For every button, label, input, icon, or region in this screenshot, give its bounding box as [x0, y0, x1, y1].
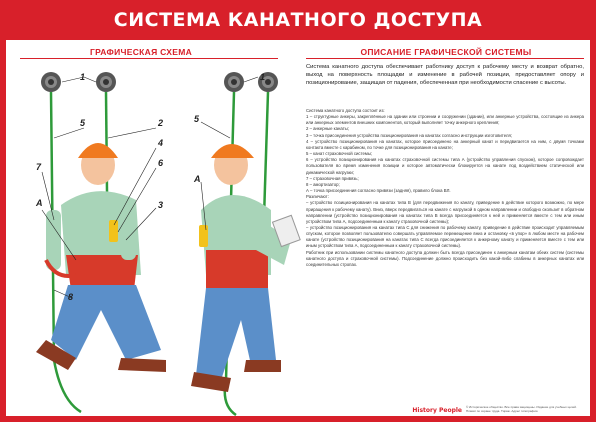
label-8a: 8 — [68, 292, 74, 302]
left-divider — [20, 58, 278, 59]
page-title: СИСТЕМА КАНАТНОГО ДОСТУПА — [113, 9, 483, 31]
anchor-left-icon — [41, 72, 61, 92]
label-5b: 5 — [194, 114, 200, 124]
intro-paragraph: Система канатного доступа обеспечивает работнику доступ к рабочему месту и возврат обратно, выход на поверхность площадки и изменение в рабочей позиции, предоставляет опору и позиционирование, защищая от падения, обеспеченная при необходимости спасение с высоты. — [306, 64, 584, 86]
body-line: 7 – страховочная привязь; — [306, 175, 359, 181]
body-line: Система канатного доступа состоит из: — [306, 108, 385, 113]
right-divider — [306, 58, 584, 59]
body-line: 1 – структурные анкеры, закреплённые на здании или строении и сооружении (здании), или анкерные устройства, состоящие из анкера или анкерных элементов внешних компонентов, который выполняет точку анкерного крепления; — [306, 114, 584, 126]
body-line: 2 – анкерные канаты; — [306, 126, 349, 132]
body-line: А – точка присоединения согласно привязи (задняя), правило блока ВЛ. — [306, 188, 451, 194]
label-3a: 3 — [158, 200, 164, 210]
description-heading: ОПИСАНИЕ ГРАФИЧЕСКОЙ СИСТЕМЫ — [360, 47, 532, 57]
body-line: 6 – устройство позиционирования на канатах страховочной системы типа А (устройство управления спуском), которое сопровождает пользователя во время изменения позиции и которое автоматически блокируется на канате под воздействием статической или динамической нагрузки; — [306, 157, 584, 175]
body-line: – устройство позиционирования на канатах типа С для снижения по рабочему канату, приведение в действие происходит управляемым спуском, которое позволяет пользователю совершать управляемое перемещение вниз и остановку «в упор» в любом месте на рабочем канате (устройство позиционирования на канатах типа С всегда присоединяется к анкерному канату и применяется вместе с тем или иным устройством типа А, подсоединенным к канату страховочной системы). — [306, 224, 584, 249]
worker-side — [191, 144, 300, 392]
rope-access-illustration — [6, 60, 302, 416]
worker-front — [36, 143, 166, 372]
body-line: Различают: — [306, 194, 329, 200]
body-line: 5 – канат страховочной системы; — [306, 151, 373, 157]
label-6a: 6 — [158, 158, 164, 168]
body-line: 8 – амортизатор; — [306, 181, 340, 187]
label-4a: 4 — [158, 138, 164, 148]
label-2a: 2 — [158, 118, 164, 128]
body-line: 4 – устройство позиционирования на канатах, которое присоединено на анкерный канат и передвигается на ним, с двумя точками контакта вместе с карабином, по точке для позиционирования на канате; — [306, 138, 584, 150]
label-5a: 5 — [80, 118, 86, 128]
brand-logo: History People — [412, 406, 462, 414]
footer — [412, 406, 586, 414]
body-line: Работник при использовании системы канатного доступа должен быть всегда присоединен к анкерным канатам обеих систем (системы канатного доступа и страховочной системы). Подсоединение должно происходить без какой-либо слабины в анкерных канатах или соединительных стропах. — [306, 249, 584, 267]
label-1a: 1 — [80, 72, 86, 82]
label-1b: 1 — [260, 72, 266, 82]
title-bar — [0, 0, 596, 40]
label-aa: А — [36, 198, 43, 208]
footer-fine-print: © Историческое общество. Все права защищены. Издание для учебных целей. Плакат по охране труда. Тираж. Адрес типографии. — [466, 405, 577, 414]
anchor-right-icon — [96, 72, 116, 92]
body-line: – устройство позиционирования на канатах типа В (для передвижения по канату, приведение в действие которого возможно, по мере приращения к рабочему канату). Вниз, вверх передвигаться на канате с нагрузкой в одном направлении и свободно скользит в обратном направлении (устройство позиционирования на канатах типа В всегда присоединяется к ней и применяется вместе с тем или иным устройством типа А, подсоединенным к канату страховочной системы); — [306, 200, 584, 224]
anchor-left-2-icon — [224, 72, 244, 92]
description-body — [306, 108, 584, 268]
label-7a: 7 — [36, 162, 42, 172]
body-line: 3 – точка присоединения устройства позиционирования на канатах согласно инструкции изготовителя; — [306, 132, 512, 138]
label-ab: А — [194, 174, 201, 184]
graphic-scheme-heading: ГРАФИЧЕСКАЯ СХЕМА — [89, 47, 193, 57]
